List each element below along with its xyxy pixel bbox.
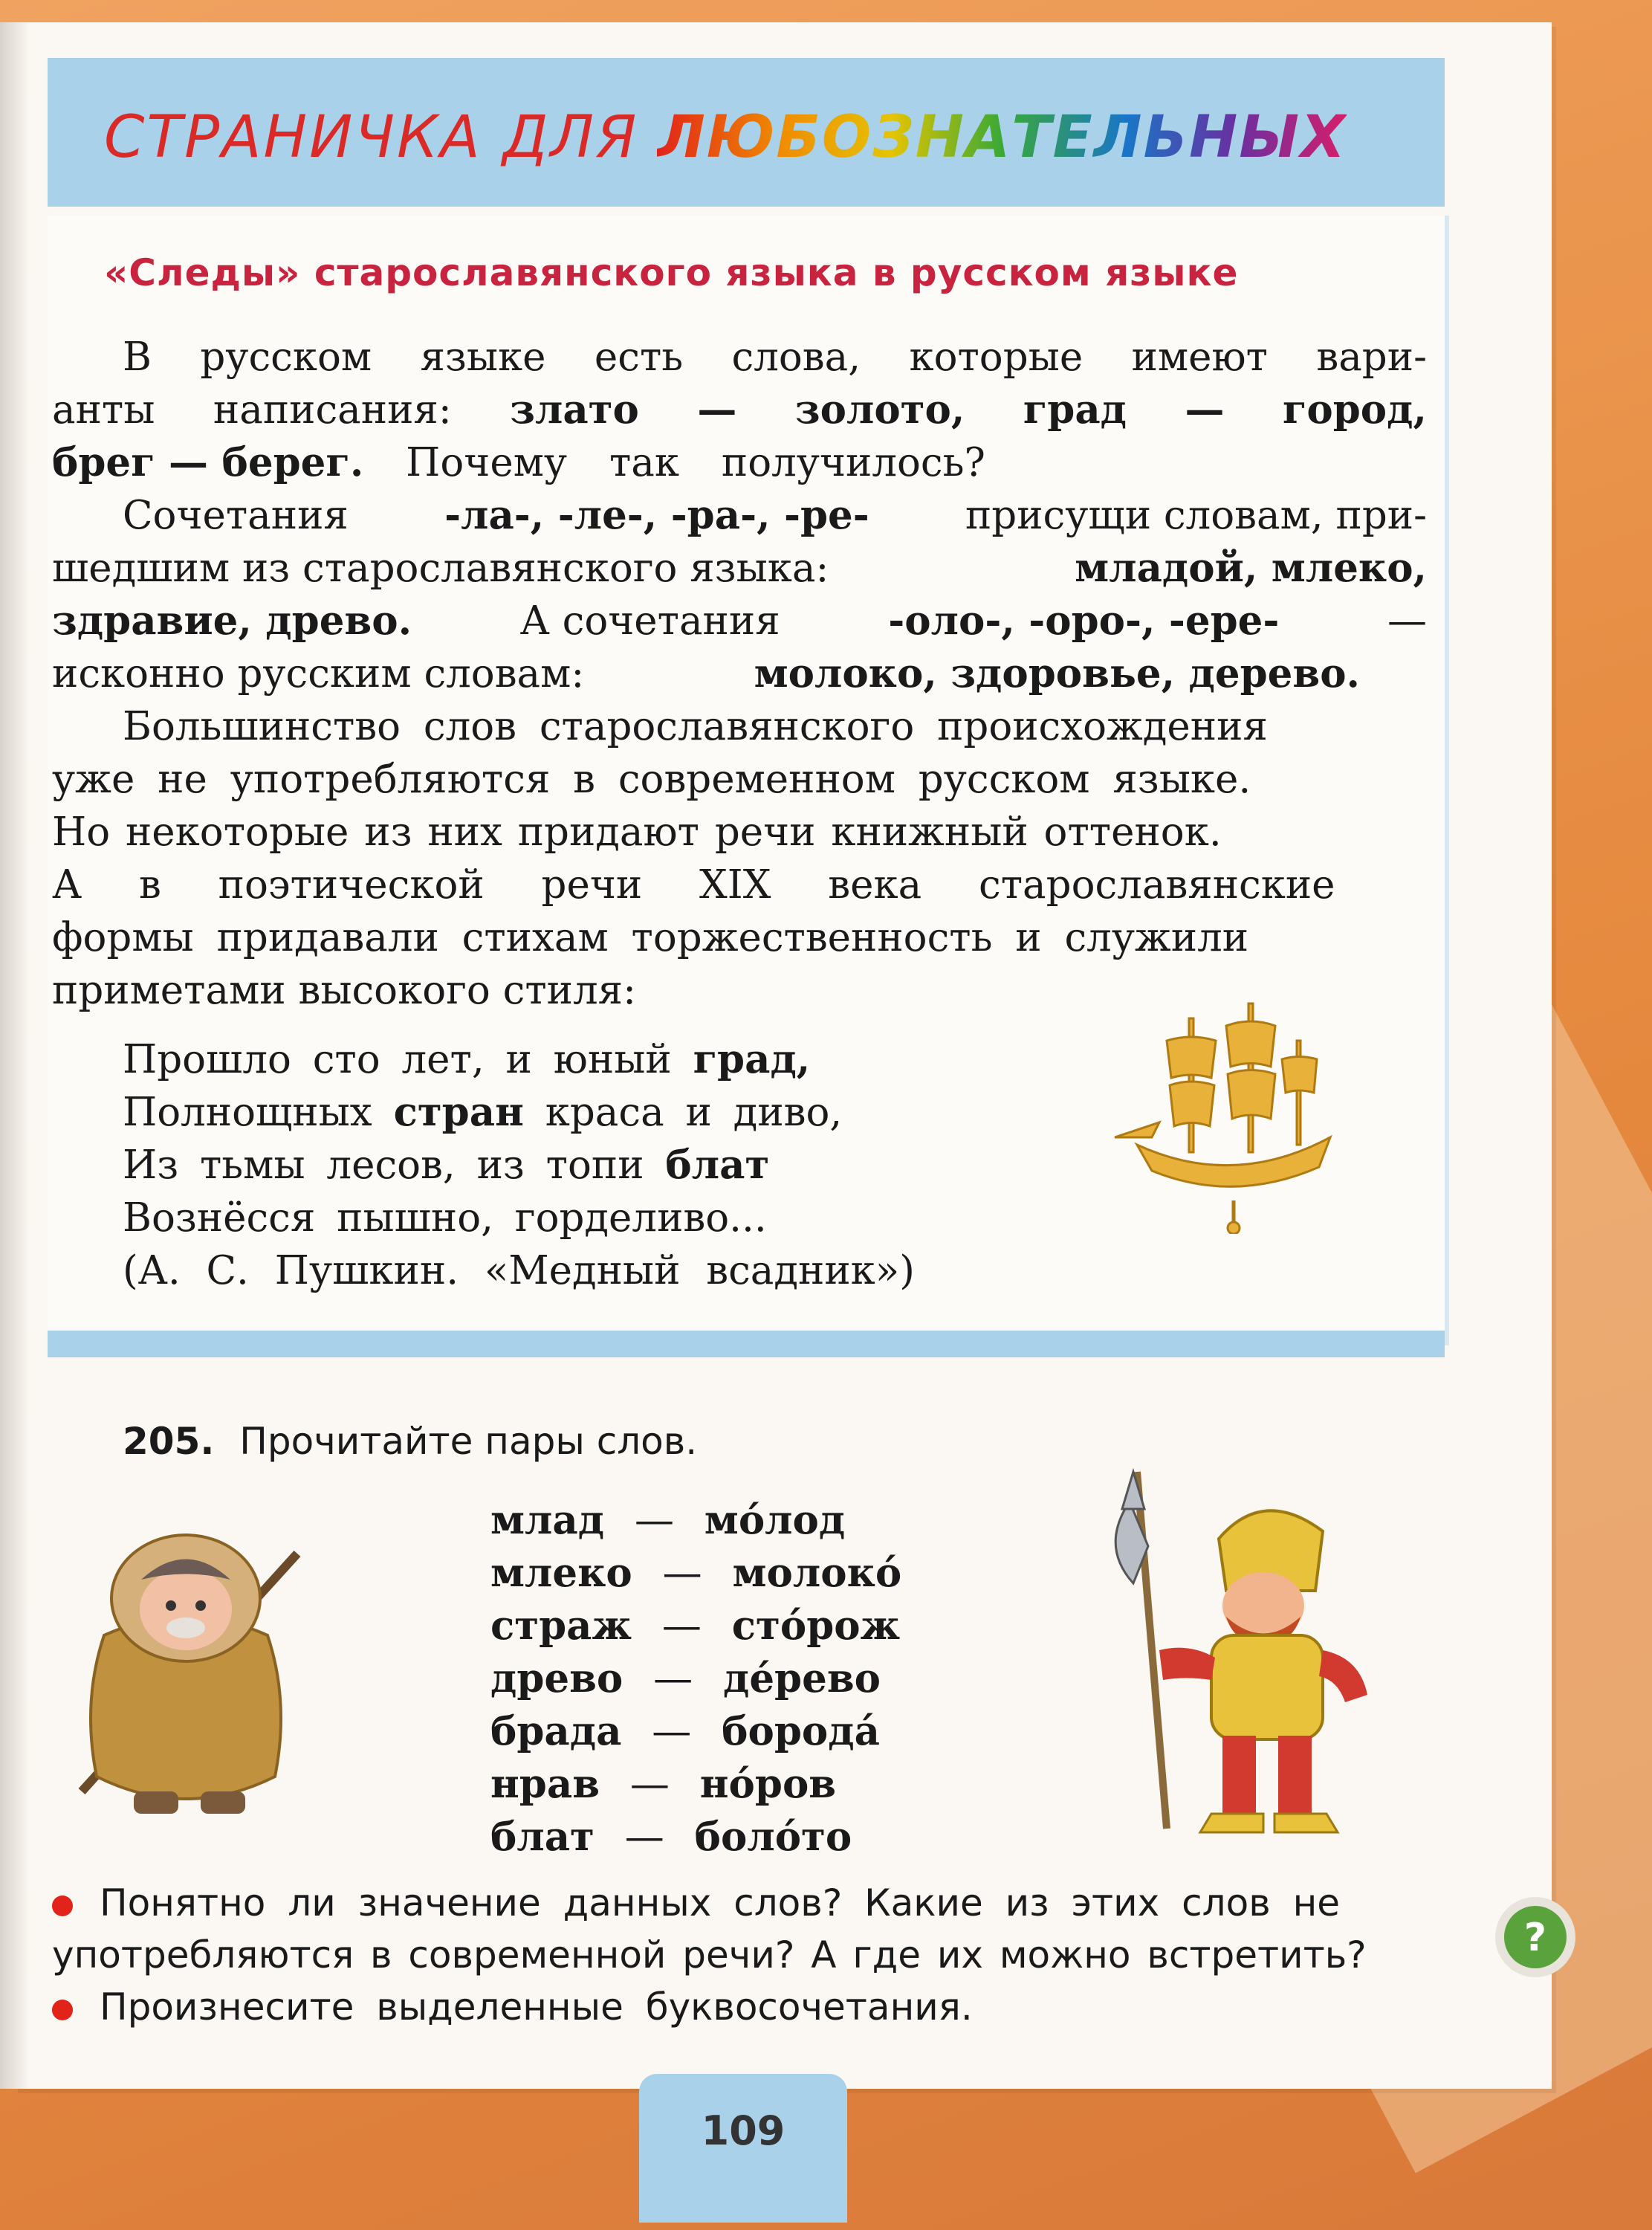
svg-text:?: ?: [1523, 1916, 1547, 1960]
paragraph-3-line-2: уже не употребляются в современном русском языке.: [52, 757, 1251, 802]
header-title-part1: СТРАНИЧКА ДЛЯ: [104, 104, 639, 171]
modern-word: мóлод: [704, 1497, 846, 1543]
bold-word: град: [1023, 387, 1127, 433]
word-pair: [490, 1652, 901, 1705]
question-1-line-1: [52, 1877, 1434, 1929]
section-subtitle: «Следы» старославянского языка в русском языке: [104, 251, 1239, 294]
dash: —: [624, 1814, 664, 1860]
dash: —: [661, 1603, 702, 1649]
word-pair: [490, 1758, 901, 1811]
bold-text: -оло-, -оро-, -ере-: [888, 598, 1280, 644]
paragraph-3-line-4: А в поэтической речи XIX века старославянские: [52, 862, 1335, 908]
page-edge: [0, 22, 30, 2089]
text: шедшим из старославянского языка:: [52, 546, 829, 591]
old-word: млад: [490, 1497, 605, 1543]
word: русском: [200, 334, 372, 380]
bold-text: здравие, древо.: [52, 598, 412, 644]
paragraph-1: [52, 331, 1427, 489]
ship-illustration: [1107, 989, 1360, 1234]
modern-word: молокó: [732, 1550, 902, 1596]
word: слова,: [731, 334, 861, 380]
old-word: брада: [490, 1708, 622, 1754]
modern-word: дéрево: [723, 1655, 881, 1701]
paragraph-3-line-1: Большинство слов старославянского происхождения: [123, 704, 1268, 749]
dash: —: [634, 1498, 674, 1543]
old-word: млеко: [490, 1550, 632, 1596]
paragraph-2-line-1: [52, 489, 1427, 542]
modern-word: бородá: [722, 1708, 880, 1754]
bold-text: младой, млеко,: [1075, 545, 1427, 591]
word: языке: [420, 334, 546, 380]
word: получилось?: [721, 440, 985, 485]
paragraph-1-line-2: [52, 384, 1427, 436]
word-pair: [490, 1705, 901, 1758]
bold-text: молоко, здоровье, дерево.: [754, 650, 1360, 697]
text: исконно русским словам:: [52, 651, 585, 697]
guard-illustration: [1040, 1457, 1397, 1843]
text: присущи словам, при-: [965, 493, 1427, 538]
word: так: [609, 440, 680, 485]
poem-line-4: Вознёсся пышно, горделиво...: [123, 1195, 767, 1241]
bold-word: золото,: [794, 387, 965, 433]
question-text: Произнесите выделенные буквосочетания.: [100, 1985, 973, 2029]
old-word: блат: [490, 1814, 595, 1860]
word: написания:: [213, 387, 452, 433]
dash: —: [662, 1551, 702, 1596]
paragraph-2: [52, 489, 1427, 700]
bold-word: —: [1185, 387, 1225, 433]
text: Из тьмы лесов, из топи: [123, 1143, 644, 1188]
paragraph-1-line-3: [52, 436, 1427, 489]
text: краса и диво,: [545, 1090, 843, 1135]
header-title-part2: ЛЮБОЗНАТЕЛЬНЫХ: [657, 104, 1347, 171]
poem: [123, 1033, 915, 1297]
bold-word: —: [697, 387, 737, 433]
old-word: нрав: [490, 1761, 600, 1807]
dash: —: [629, 1762, 670, 1807]
word: Почему: [406, 440, 568, 485]
word-pair: [490, 1547, 901, 1600]
questions-block: [52, 1877, 1434, 2033]
question-text: Понятно ли значение данных слов? Какие из этих слов не: [100, 1881, 1341, 1924]
poem-source: (А. С. Пушкин. «Медный всадник»): [123, 1248, 915, 1293]
exercise-number: 205.: [123, 1420, 215, 1463]
old-word: страж: [490, 1603, 632, 1649]
question-2: [52, 1981, 1434, 2033]
word-pairs: [490, 1494, 901, 1864]
bold-word: злато: [510, 387, 639, 433]
paragraph-3-line-6: приметами высокого стиля:: [52, 968, 636, 1013]
page-number: 109: [701, 2107, 785, 2154]
bold-word: город,: [1282, 387, 1427, 433]
question-icon: [1494, 1896, 1577, 1979]
text: —: [1387, 598, 1427, 644]
dash: —: [652, 1709, 692, 1754]
text: Прошло сто лет, и юный: [123, 1037, 672, 1082]
paragraph-3-line-5: формы придавали стихам торжественность и служили: [52, 915, 1249, 960]
word: имеют: [1131, 334, 1268, 380]
word: есть: [594, 334, 684, 380]
word: В: [123, 334, 152, 380]
word: которые: [909, 334, 1083, 380]
modern-word: болóто: [694, 1814, 852, 1860]
paragraph-2-line-4: [52, 647, 1360, 700]
header-band-edge: [48, 193, 1445, 216]
word-pair: [490, 1600, 901, 1652]
exercise-heading: [123, 1420, 697, 1463]
page-header-title: [104, 104, 1347, 171]
bold-text: стран: [393, 1089, 524, 1135]
text: Сочетания: [123, 493, 349, 538]
word: анты: [52, 387, 155, 433]
bold-text: град,: [693, 1036, 811, 1082]
hunter-illustration: [52, 1509, 320, 1821]
old-word: древо: [490, 1655, 623, 1701]
info-box-bottom-bar: [48, 1331, 1445, 1357]
word-pair: [490, 1494, 901, 1547]
question-1-line-2: употребляются в современной речи? А где их можно встретить?: [52, 1933, 1367, 1977]
modern-word: нóров: [699, 1761, 837, 1807]
paragraph-2-line-3: [52, 595, 1427, 647]
bullet-icon: [52, 2000, 73, 2020]
word-pair: [490, 1811, 901, 1864]
bold-text: блат: [665, 1142, 770, 1188]
poem-line-3: [123, 1139, 915, 1192]
modern-word: стóрож: [731, 1603, 901, 1649]
exercise-task: Прочитайте пары слов.: [239, 1420, 698, 1463]
poem-line-1: [123, 1033, 915, 1086]
text: Полнощных: [123, 1090, 372, 1135]
paragraph-2-line-2: [52, 542, 1427, 595]
word: вари-: [1316, 334, 1427, 380]
bold-text: -ла-, -ле-, -ра-, -ре-: [444, 492, 869, 538]
bold-word: брег — берег.: [52, 439, 364, 485]
poem-line-2: [123, 1086, 915, 1139]
paragraph-1-line-1: [52, 331, 1427, 384]
bullet-icon: [52, 1896, 73, 1916]
paragraph-3: [52, 700, 1427, 1017]
text: А сочетания: [519, 598, 780, 644]
dash: —: [653, 1656, 693, 1701]
paragraph-3-line-3: Но некоторые из них придают речи книжный оттенок.: [52, 809, 1222, 855]
